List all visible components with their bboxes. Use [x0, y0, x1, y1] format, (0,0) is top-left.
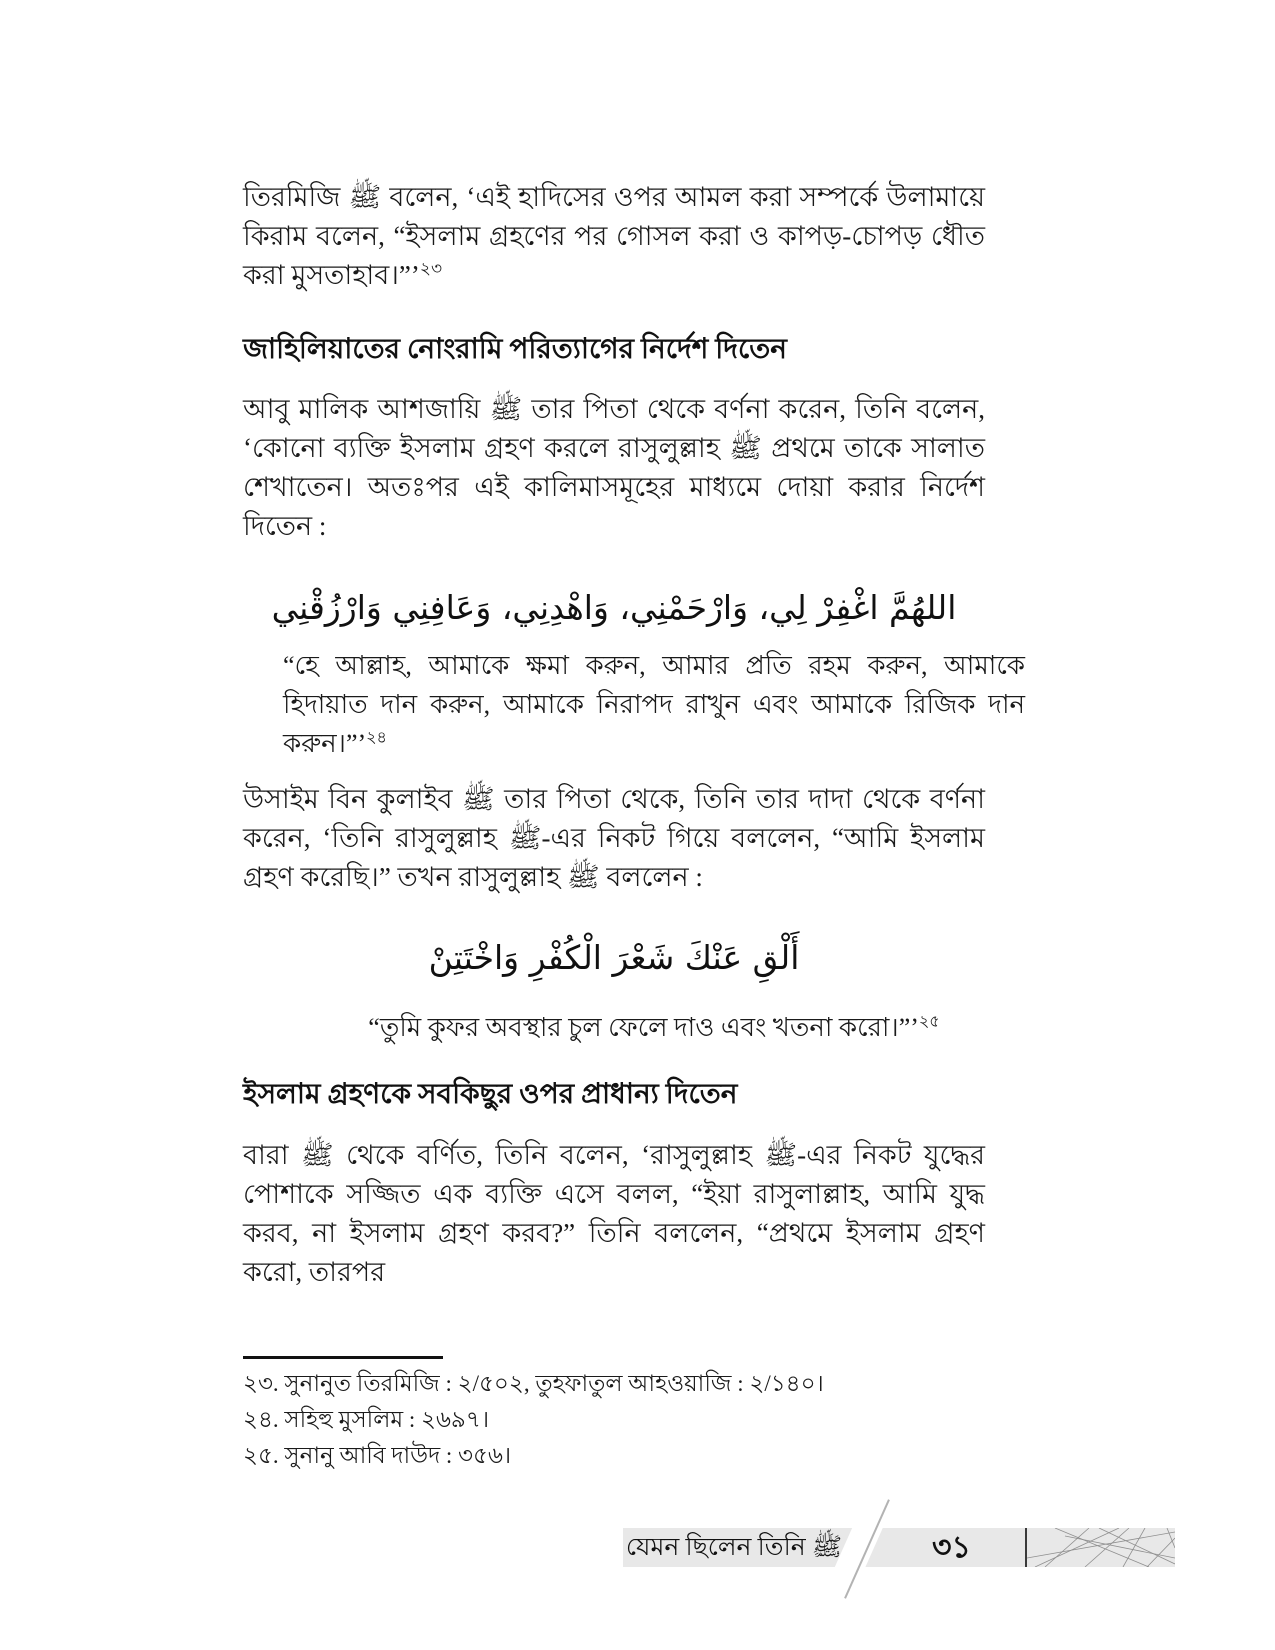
footnote-number: ২৪. [243, 1407, 279, 1432]
section-heading-jahiliyya: জাহিলিয়াতের নোংরামি পরিত্যাগের নির্দেশ দিতেন [243, 334, 787, 365]
footnote-item [243, 1402, 985, 1438]
arabic-hadith-text: أَلْقِ عَنْكَ شَعْرَ الْكُفْرِ وَاخْتَتِنْ [428, 938, 800, 977]
footnote-item [243, 1366, 985, 1402]
body-paragraph-2: আবু মালিক আশজায়ি ﷺ তার পিতা থেকে বর্ণনা করেন, তিনি বলেন, ‘কোনো ব্যক্তি ইসলাম গ্রহণ করলে রাসুলুল্লাহ ﷺ প্রথমে তাকে সালাত শেখাতেন। অতঃপর এই কালিমাসমূহের মাধ্যমে দোয়া করার নির্দেশ দিতেন : [243, 394, 986, 541]
section-heading-islam-priority: ইসলাম গ্রহণকে সবকিছুর ওপর প্রাধান্য দিতেন [243, 1079, 738, 1110]
quote-text: “তুমি কুফর অবস্থার চুল ফেলে দাও এবং খতনা করো।”’ [368, 1013, 919, 1042]
paragraph-text: তিরমিজি ﷺ বলেন, ‘এই হাদিসের ওপর আমল করা সম্পর্কে উলামায়ে কিরাম বলেন, “ইসলাম গ্রহণের পর গোসল করা ও কাপড়-চোপড় ধৌত করা মুসতাহাব।”’ [243, 182, 985, 290]
page-footer-bar [623, 1528, 1175, 1567]
body-paragraph-4: বারা ﷺ থেকে বর্ণিত, তিনি বলেন, ‘রাসুলুল্লাহ ﷺ-এর নিকট যুদ্ধের পোশাকে সজ্জিত এক ব্যক্তি এসে বলল, “ইয়া রাসুলাল্লাহ, আমি যুদ্ধ করব, না ইসলাম গ্রহণ করব?” তিনি বললেন, “প্রথমে ইসলাম গ্রহণ করো, তারপর [243, 1140, 985, 1287]
footnotes-section [243, 1366, 985, 1474]
arabic-dua-text: اللهُمَّ اغْفِرْ لِي، وَارْحَمْنِي، وَاهْدِنِي، وَعَافِنِي وَارْزُقْنِي [271, 588, 957, 627]
body-paragraph-3: উসাইম বিন কুলাইব ﷺ তার পিতা থেকে, তিনি তার দাদা থেকে বর্ণনা করেন, ‘তিনি রাসুলুল্লাহ ﷺ-এর নিকট গিয়ে বললেন, “আমি ইসলাম গ্রহণ করেছি।” তখন রাসুলুল্লাহ ﷺ বললেন : [243, 784, 985, 892]
footer-book-title: যেমন ছিলেন তিনি ﷺ [625, 1534, 843, 1561]
footnote-ref-23: ২৩ [419, 259, 443, 278]
footnote-text: সহিহু মুসলিম : ২৬৯৭। [284, 1407, 490, 1432]
body-paragraph-1 [243, 178, 985, 295]
dua-translation-quote [243, 646, 1073, 763]
hadith-translation-quote [243, 1008, 1073, 1047]
footnote-text: সুনানু আবি দাউদ : ৩৫৬। [284, 1443, 512, 1468]
footnote-ref-24: ২৪ [366, 729, 387, 747]
footer-decoration-lines [1027, 1528, 1175, 1567]
footnote-item [243, 1438, 985, 1474]
footer-page-number: ৩১ [932, 1531, 971, 1564]
footnote-ref-25: ২৫ [918, 1013, 940, 1031]
footnote-divider [243, 1356, 443, 1359]
footnote-text: সুনানুত তিরমিজি : ২/৫০২, তুহফাতুল আহওয়াজি : ২/১৪০। [284, 1371, 824, 1396]
quote-text: “হে আল্লাহ, আমাকে ক্ষমা করুন, আমার প্রতি রহম করুন, আমাকে হিদায়াত দান করুন, আমাকে নিরাপদ রাখুন এবং আমাকে রিজিক দান করুন।”’ [283, 651, 1025, 758]
footnote-number: ২৩. [243, 1371, 279, 1396]
footnote-number: ২৫. [243, 1443, 279, 1468]
